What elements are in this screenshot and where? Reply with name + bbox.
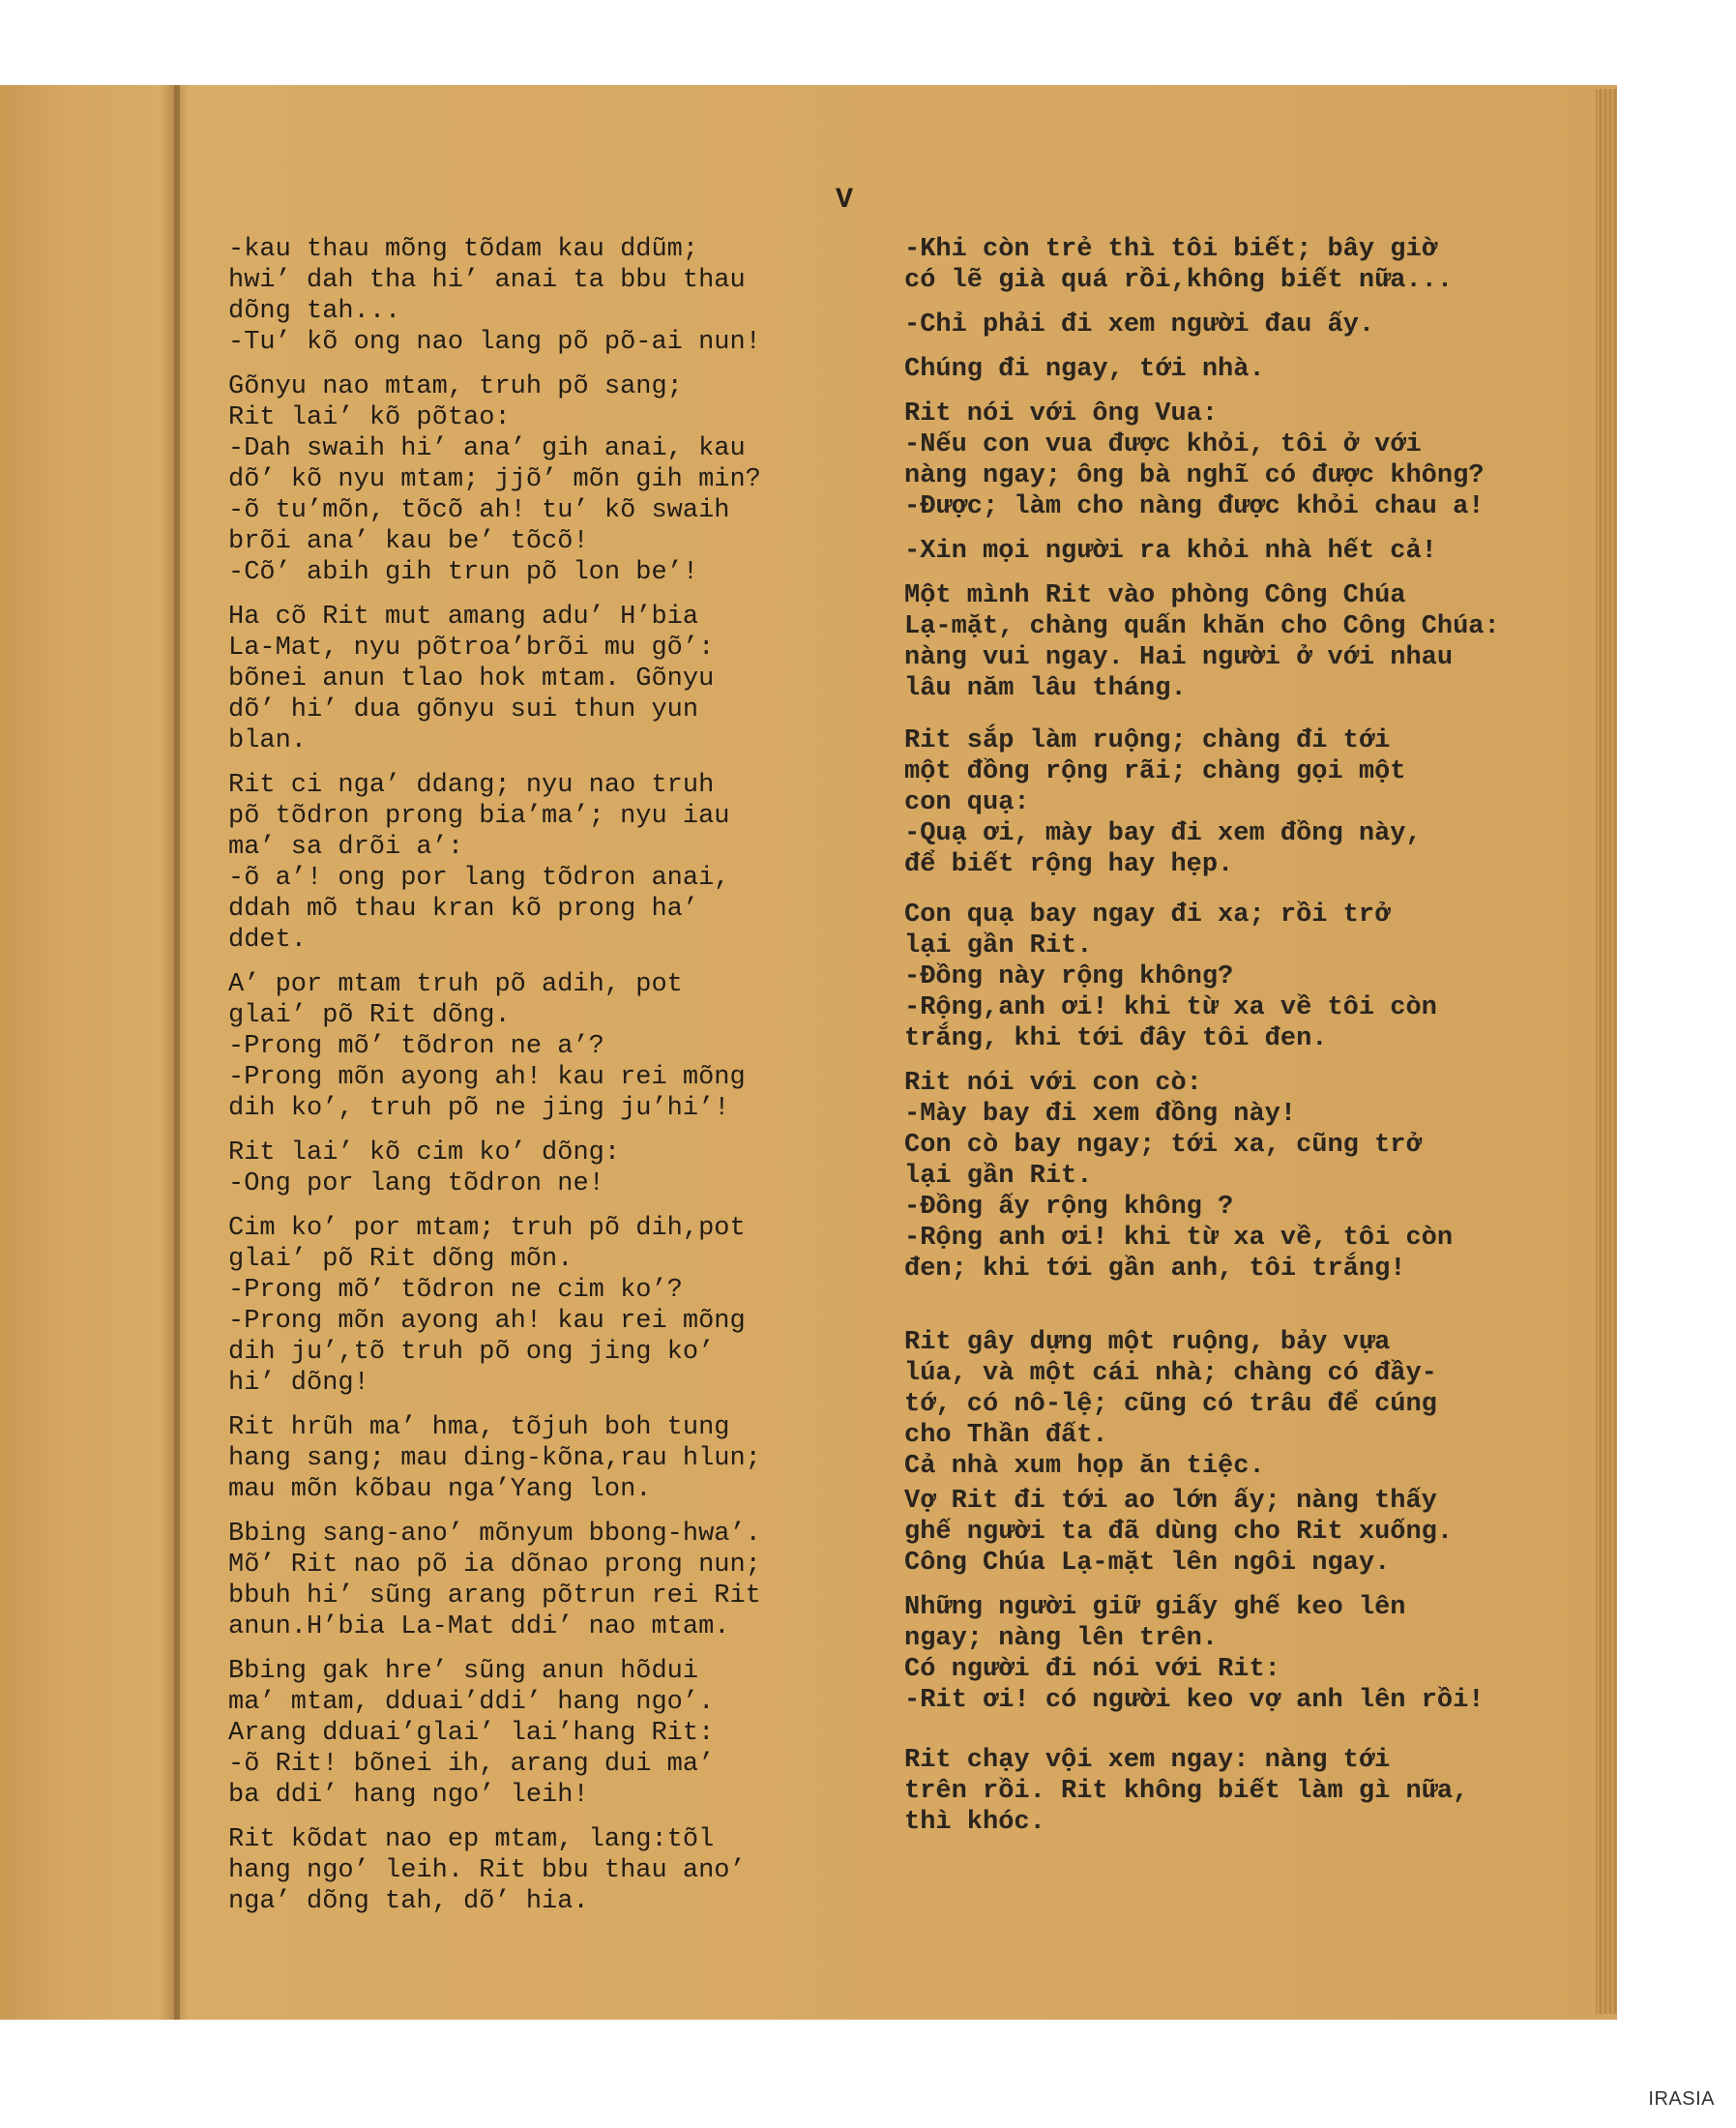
paragraph xyxy=(904,1745,1572,1838)
text-line: một đồng rộng rãi; chàng gọi một xyxy=(904,757,1406,786)
paragraph xyxy=(228,969,876,1124)
text-line: nàng ngay; ông bà nghĩ có được không? xyxy=(904,461,1485,490)
text-line: -Ong por lang tõdron ne! xyxy=(228,1169,604,1198)
text-line: hi’ dõng! xyxy=(228,1369,369,1398)
text-line: ddah mõ thau kran kõ prong ha’ xyxy=(228,895,699,924)
text-line: trên rồi. Rit không biết làm gì nữa, xyxy=(904,1777,1469,1806)
text-line: lại gần Rit. xyxy=(904,1162,1093,1191)
text-line: -Prong mõ’ tõdron ne cim ko’? xyxy=(228,1276,683,1305)
text-line: Bbing sang-ano’ mõnyum bbong-hwa’. xyxy=(228,1520,761,1549)
text-line: -kau thau mõng tõdam kau ddũm; xyxy=(228,235,699,264)
right-column-text xyxy=(904,234,1572,1851)
text-line: Con quạ bay ngay đi xa; rồi trở xyxy=(904,901,1391,930)
text-line: Rit gây dựng một ruộng, bảy vựa xyxy=(904,1328,1391,1357)
text-line: Một mình Rit vào phòng Công Chúa xyxy=(904,581,1406,610)
paragraph xyxy=(904,1068,1572,1285)
text-line: Rit nói với ông Vua: xyxy=(904,399,1219,429)
paragraph xyxy=(228,1519,876,1642)
text-line: Con cò bay ngay; tới xa, cũng trở xyxy=(904,1131,1422,1160)
text-line: ma’ sa drõi a’: xyxy=(228,833,464,862)
text-line: bbuh hi’ sũng arang põtrun rei Rit xyxy=(228,1581,761,1611)
text-line: Rit ci nga’ ddang; nyu nao truh xyxy=(228,771,715,800)
text-line: ba ddi’ hang ngo’ leih! xyxy=(228,1781,589,1810)
text-line: lâu năm lâu tháng. xyxy=(904,674,1187,703)
text-line: Rit kõdat nao ep mtam, lang:tõl xyxy=(228,1825,715,1854)
paragraph xyxy=(904,1486,1572,1579)
text-line: lúa, và một cái nhà; chàng có đầy- xyxy=(904,1359,1437,1388)
text-line: ghế người ta đã dùng cho Rit xuống. xyxy=(904,1518,1454,1547)
paragraph xyxy=(904,234,1572,296)
text-line: Rit lai’ kõ põtao: xyxy=(228,403,511,432)
text-line: -õ tu’mõn, tõcõ ah! tu’ kõ swaih xyxy=(228,496,730,525)
text-line: Công Chúa Lạ-mặt lên ngôi ngay. xyxy=(904,1549,1391,1578)
text-line: -õ Rit! bõnei ih, arang dui ma’ xyxy=(228,1750,715,1779)
text-line: Vợ Rit đi tới ao lớn ấy; nàng thấy xyxy=(904,1487,1437,1516)
text-line: La-Mat, nyu põtroa’brõi mu gõ’: xyxy=(228,634,715,663)
left-column-text xyxy=(228,234,876,1931)
text-line: Cả nhà xum họp ăn tiệc. xyxy=(904,1452,1265,1481)
text-line: ddet. xyxy=(228,926,308,955)
paragraph xyxy=(904,580,1572,704)
watermark: IRASIA xyxy=(1648,2088,1715,2110)
paragraph xyxy=(228,602,876,756)
paragraph xyxy=(904,1327,1572,1482)
paragraph xyxy=(904,1592,1572,1716)
text-line: hwi’ dah tha hi’ anai ta bbu thau xyxy=(228,266,746,295)
text-line: cho Thần đất. xyxy=(904,1421,1108,1450)
text-line: dih ju’,tõ truh põ ong jing ko’ xyxy=(228,1338,715,1367)
text-line: glai’ põ Rit dõng. xyxy=(228,1001,511,1030)
text-line: con quạ: xyxy=(904,788,1030,817)
text-line: -Khi còn trẻ thì tôi biết; bây giờ xyxy=(904,235,1437,264)
paragraph xyxy=(228,234,876,358)
text-line: brõi ana’ kau be’ tõcõ! xyxy=(228,527,589,556)
text-line: dõ’ hi’ dua gõnyu sui thun yun xyxy=(228,695,699,724)
text-line: hang sang; mau ding-kõna,rau hlun; xyxy=(228,1444,761,1473)
text-line: -Prong mõn ayong ah! kau rei mõng xyxy=(228,1307,746,1336)
paragraph xyxy=(228,770,876,956)
text-line: -Mày bay đi xem đồng này! xyxy=(904,1100,1297,1129)
text-line: -Prong mõn ayong ah! kau rei mõng xyxy=(228,1063,746,1092)
text-line: Có người đi nói với Rit: xyxy=(904,1655,1280,1684)
paragraph xyxy=(228,1138,876,1199)
text-line: Rit lai’ kõ cim ko’ dõng: xyxy=(228,1138,621,1167)
text-line: Ha cõ Rit mut amang adu’ H’bia xyxy=(228,603,699,632)
text-line: tớ, có nô-lệ; cũng có trâu để cúng xyxy=(904,1390,1437,1419)
paragraph xyxy=(228,1656,876,1811)
text-line: Rit nói với con cò: xyxy=(904,1069,1202,1098)
paragraph xyxy=(904,725,1572,880)
text-line: Những người giữ giấy ghế keo lên xyxy=(904,1593,1406,1622)
paragraph xyxy=(228,371,876,588)
text-line: põ tõdron prong bia’ma’; nyu iau xyxy=(228,802,730,831)
paragraph xyxy=(228,1213,876,1399)
text-line: dõ’ kõ nyu mtam; jjõ’ mõn gih min? xyxy=(228,465,761,494)
text-line: ngay; nàng lên trên. xyxy=(904,1624,1219,1653)
text-line: hang ngo’ leih. Rit bbu thau ano’ xyxy=(228,1856,746,1885)
text-line: -Chỉ phải đi xem người đau ấy. xyxy=(904,310,1375,340)
text-line: Rit sắp làm ruộng; chàng đi tới xyxy=(904,726,1391,755)
text-line: mau mõn kõbau nga’Yang lon. xyxy=(228,1475,652,1504)
text-line: -Prong mõ’ tõdron ne a’? xyxy=(228,1032,604,1061)
page-number: V xyxy=(836,184,854,217)
text-line: -Được; làm cho nàng được khỏi chau a! xyxy=(904,492,1485,521)
text-line: nga’ dõng tah, dõ’ hia. xyxy=(228,1887,589,1916)
text-line: -Đồng ấy rộng không ? xyxy=(904,1193,1234,1222)
text-line: Mõ’ Rit nao põ ia dõnao prong nun; xyxy=(228,1551,761,1580)
text-line: Gõnyu nao mtam, truh põ sang; xyxy=(228,372,683,401)
text-line: ma’ mtam, dduai’ddi’ hang ngo’. xyxy=(228,1688,715,1717)
text-line: glai’ põ Rit dõng mõn. xyxy=(228,1245,574,1274)
page-edges xyxy=(1596,89,1617,2014)
text-line: Arang dduai’glai’ lai’hang Rit: xyxy=(228,1719,715,1748)
text-line: -Nếu con vua được khỏi, tôi ở với xyxy=(904,430,1422,459)
spine-shadow xyxy=(174,85,180,2020)
paragraph xyxy=(228,1824,876,1917)
text-line: có lẽ già quá rồi,không biết nữa... xyxy=(904,266,1454,295)
text-line: Rit chạy vội xem ngay: nàng tới xyxy=(904,1746,1391,1775)
text-line: -Tu’ kõ ong nao lang põ põ-ai nun! xyxy=(228,328,761,357)
text-line: Chúng đi ngay, tới nhà. xyxy=(904,355,1265,384)
paragraph xyxy=(904,399,1572,522)
text-line: A’ por mtam truh põ adih, pot xyxy=(228,970,683,999)
text-line: -Quạ ơi, mày bay đi xem đồng này, xyxy=(904,819,1422,848)
text-line: dõng tah... xyxy=(228,297,401,326)
paragraph xyxy=(904,354,1572,385)
text-line: -Dah swaih hi’ ana’ gih anai, kau xyxy=(228,434,746,463)
paragraph xyxy=(228,1412,876,1505)
text-line: -Cõ’ abih gih trun põ lon be’! xyxy=(228,558,699,587)
text-line: bõnei anun tlao hok mtam. Gõnyu xyxy=(228,665,715,694)
text-line: anun.H’bia La-Mat ddi’ nao mtam. xyxy=(228,1612,730,1641)
text-line: đen; khi tới gần anh, tôi trắng! xyxy=(904,1255,1406,1284)
text-line: -Rộng,anh ơi! khi từ xa về tôi còn xyxy=(904,993,1437,1022)
text-line: thì khóc. xyxy=(904,1808,1045,1837)
text-line: -Rộng anh ơi! khi từ xa về, tôi còn xyxy=(904,1224,1454,1253)
text-line: lại gần Rit. xyxy=(904,931,1093,961)
text-line: -Xin mọi người ra khỏi nhà hết cả! xyxy=(904,537,1437,566)
text-line: Lạ-mặt, chàng quấn khăn cho Công Chúa: xyxy=(904,612,1500,641)
paragraph xyxy=(904,536,1572,567)
text-line: -õ a’! ong por lang tõdron anai, xyxy=(228,864,730,893)
text-line: dih ko’, truh põ ne jing ju’hi’! xyxy=(228,1094,730,1123)
text-line: nàng vui ngay. Hai người ở với nhau xyxy=(904,643,1454,672)
text-line: trắng, khi tới đây tôi đen. xyxy=(904,1024,1328,1053)
paragraph xyxy=(904,900,1572,1054)
text-line: Bbing gak hre’ sũng anun hõdui xyxy=(228,1657,699,1686)
text-line: -Rit ơi! có người keo vợ anh lên rồi! xyxy=(904,1686,1485,1715)
text-line: Rit hrũh ma’ hma, tõjuh boh tung xyxy=(228,1413,730,1442)
text-line: Cim ko’ por mtam; truh põ dih,pot xyxy=(228,1214,746,1243)
text-line: để biết rộng hay hẹp. xyxy=(904,850,1234,879)
text-line: blan. xyxy=(228,726,308,755)
text-line: -Đồng này rộng không? xyxy=(904,962,1234,991)
paragraph xyxy=(904,310,1572,340)
